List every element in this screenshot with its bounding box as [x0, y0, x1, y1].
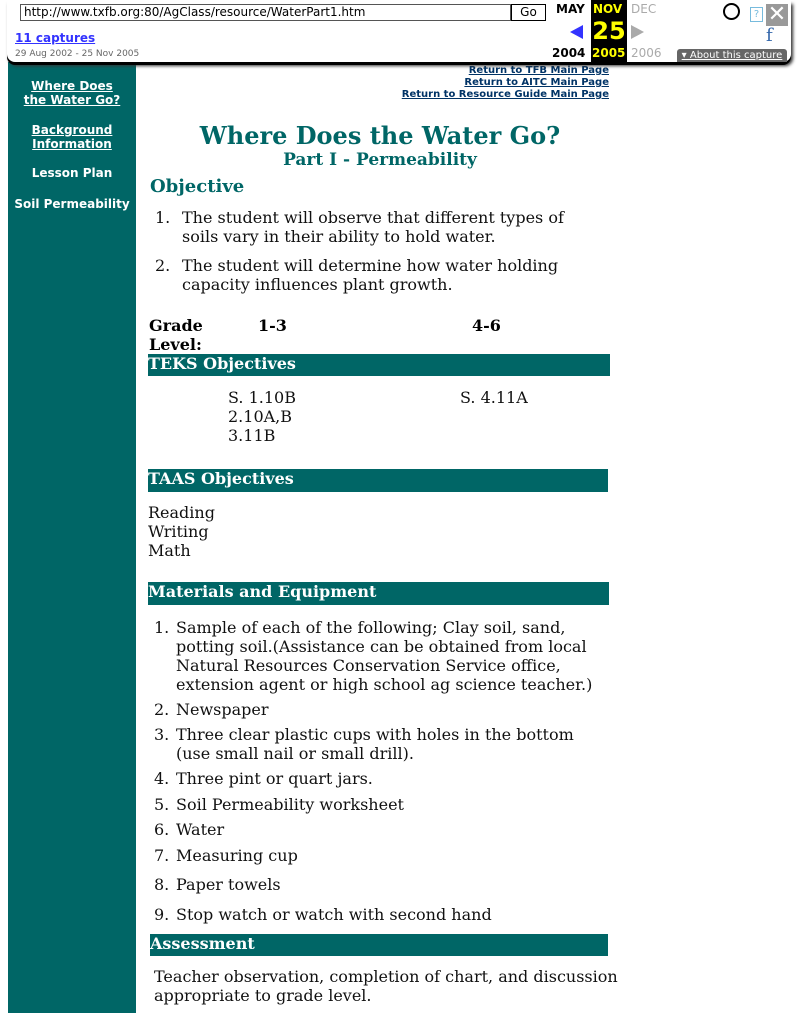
material-item [176, 725, 574, 763]
material-number: 8. [154, 875, 170, 894]
grade-level-label [149, 316, 203, 354]
sidebar-item-label: the Water Go? [23, 93, 121, 107]
material-item: Newspaper [176, 700, 269, 719]
page-title: Where Does the Water Go? [199, 121, 561, 150]
help-icon[interactable]: ? [750, 7, 763, 22]
facebook-icon[interactable]: f [766, 25, 773, 46]
material-number: 6. [154, 820, 170, 839]
grade-label-line: Grade [149, 316, 203, 335]
next-capture-arrow-icon [631, 25, 644, 39]
teks-item: 3.11B [228, 426, 276, 445]
material-line: potting soil.(Assistance can be obtained from local [176, 637, 587, 656]
sidebar-item-label: Information [32, 137, 112, 151]
captures-link[interactable]: 11 captures [15, 31, 96, 45]
material-line: Natural Resources Conservation Service office, [176, 656, 561, 675]
teks-list-1-3 [228, 388, 296, 445]
loading-circle-icon [723, 3, 740, 20]
objective-item [182, 208, 564, 246]
objective-item [182, 256, 558, 294]
sidebar-item-where-does-the-water-go[interactable] [8, 79, 136, 107]
about-capture-button[interactable]: ▾ About this capture [677, 49, 787, 62]
material-number: 2. [154, 700, 170, 719]
assessment-line: Teacher observation, completion of chart, and discussion [154, 967, 618, 986]
material-line: Sample of each of the following; Clay soil, sand, [176, 618, 566, 637]
wayback-toolbar [7, 0, 791, 62]
url-input[interactable]: http://www.txfb.org:80/AgClass/resource/WaterPart1.htm [20, 4, 511, 21]
material-line: extension agent or high school ag science teacher.) [176, 675, 593, 694]
assessment-line: appropriate to grade level. [154, 986, 372, 1005]
current-month: NOV [593, 2, 623, 16]
close-icon[interactable]: ✕ [767, 2, 787, 27]
grade-label-line: Level: [149, 335, 202, 354]
sidebar-item-lesson-plan[interactable] [8, 166, 136, 180]
material-number: 9. [154, 905, 170, 924]
prev-year-link[interactable]: 2004 [552, 46, 586, 60]
page-subtitle: Part I - Permeability [283, 150, 477, 170]
go-button[interactable]: Go [511, 4, 546, 21]
material-number: 3. [154, 725, 170, 744]
objective-heading: Objective [150, 176, 245, 197]
assessment-heading: Assessment [150, 934, 608, 956]
teks-item: S. 1.10B [228, 388, 296, 407]
return-resource-guide-link[interactable]: Return to Resource Guide Main Page [401, 89, 609, 100]
taas-list [148, 503, 215, 560]
taas-item: Reading [148, 503, 215, 522]
sidebar-item-label: Soil Permeability [14, 197, 130, 211]
material-line: Three clear plastic cups with holes in the bottom [176, 725, 574, 744]
teks-item-4-6: S. 4.11A [460, 388, 528, 407]
material-line: (use small nail or small drill). [176, 744, 414, 763]
material-item [176, 618, 592, 694]
next-year: 2006 [631, 46, 662, 60]
materials-heading: Materials and Equipment [148, 582, 609, 605]
objective-line: capacity influences plant growth. [182, 275, 453, 294]
current-year: 2005 [592, 46, 626, 60]
teks-item: 2.10A,B [228, 407, 293, 426]
material-item: Measuring cup [176, 846, 298, 865]
taas-heading: TAAS Objectives [148, 469, 608, 492]
return-aitc-link[interactable]: Return to AITC Main Page [464, 77, 609, 88]
objective-line: The student will observe that different types of [182, 208, 564, 227]
assessment-text [154, 967, 618, 1005]
material-item: Three pint or quart jars. [176, 769, 373, 788]
objective-number: 2. [155, 256, 171, 275]
material-number: 7. [154, 846, 170, 865]
objective-number: 1. [155, 208, 171, 227]
material-number: 5. [154, 795, 170, 814]
sidebar-item-label: Background [31, 123, 113, 137]
grade-range-1-3: 1-3 [258, 316, 287, 335]
sidebar-item-label: Lesson Plan [31, 166, 113, 180]
taas-item: Writing [148, 522, 209, 541]
next-month: DEC [631, 2, 657, 16]
objective-line: soils vary in their ability to hold water. [182, 227, 496, 246]
prev-month-link[interactable]: MAY [556, 2, 585, 16]
sidebar-item-background-information[interactable] [8, 123, 136, 151]
material-item: Paper towels [176, 875, 281, 894]
return-tfb-link[interactable]: Return to TFB Main Page [468, 65, 609, 76]
objective-line: The student will determine how water holding [182, 256, 559, 275]
sidebar-item-label: Where Does [31, 79, 113, 93]
sidebar-item-soil-permeability[interactable] [8, 197, 136, 211]
material-number: 1. [154, 618, 170, 637]
capture-date-range: 29 Aug 2002 - 25 Nov 2005 [15, 49, 140, 59]
prev-capture-arrow-icon[interactable] [570, 25, 583, 39]
sidebar [8, 62, 136, 1013]
grade-range-4-6: 4-6 [472, 316, 501, 335]
material-item: Soil Permeability worksheet [176, 795, 404, 814]
teks-heading: TEKS Objectives [148, 354, 610, 376]
material-item: Stop watch or watch with second hand [176, 905, 492, 924]
taas-item: Math [148, 541, 191, 560]
material-item: Water [176, 820, 225, 839]
material-number: 4. [154, 769, 170, 788]
current-day: 25 [592, 17, 626, 45]
